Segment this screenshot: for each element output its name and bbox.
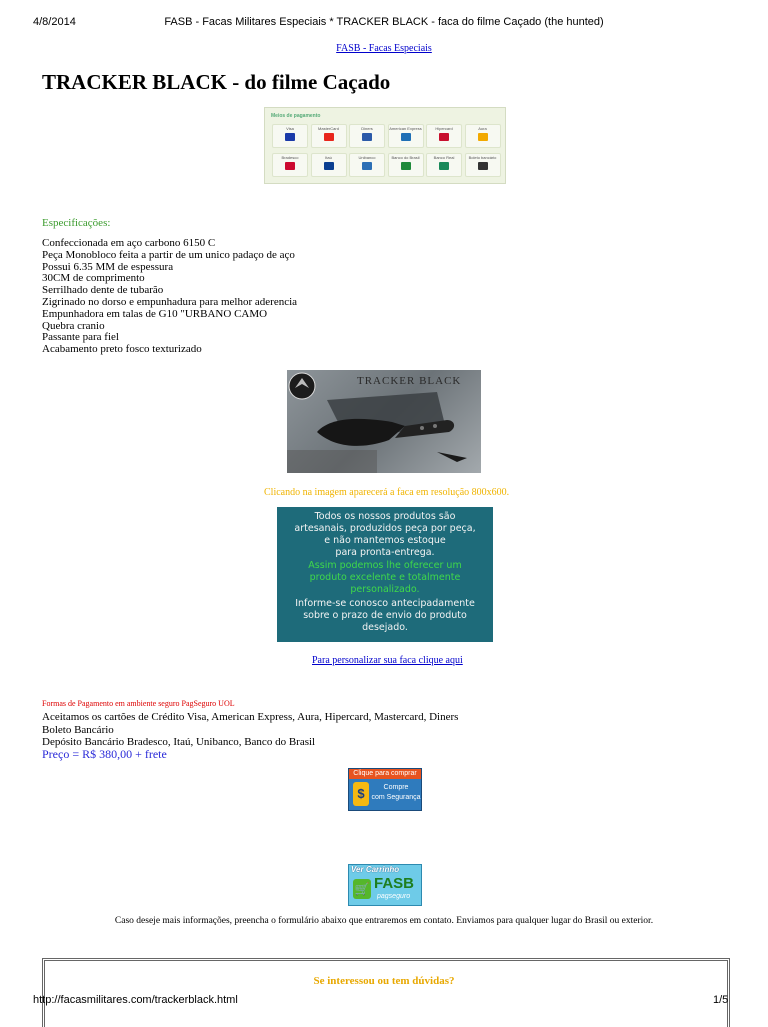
aura-icon — [478, 133, 488, 141]
payment-method-label: Boleto bancário — [468, 155, 497, 160]
print-page-number: 1/5 — [713, 994, 729, 1006]
notice-line: para pronta-entrega. — [335, 547, 435, 558]
image-resolution-note: Clicando na imagem aparecerá a faca em resolução 800x600. — [264, 487, 510, 498]
buy-line-2: com Segurança — [371, 794, 421, 801]
notice-line: Todos os nossos produtos são — [314, 511, 456, 522]
spec-line: Peça Monobloco feita a partir de um unico padaço de aço — [42, 248, 295, 261]
boleto-icon — [478, 162, 488, 170]
price: Preço = R$ 380,00 + frete — [42, 747, 167, 761]
contact-form-frame — [42, 958, 730, 1027]
amex-icon — [401, 133, 411, 141]
payment-method-bradesco — [272, 153, 308, 177]
payment-method-label: Itaú — [325, 155, 332, 160]
notice-line: desejado. — [362, 622, 408, 633]
real-icon — [439, 162, 449, 170]
payment-method-hipercard — [426, 124, 462, 148]
notice-line: Assim podemos lhe oferecer um — [308, 560, 462, 571]
buy-button-top: Clique para comprar — [349, 769, 421, 779]
payment-method-label: Unibanco — [358, 155, 376, 160]
payment-method-aura — [465, 124, 501, 148]
specs-list — [42, 238, 297, 356]
spec-line: Serrilhado dente de tubarão — [42, 284, 164, 297]
payment-method-label: Hipercard — [435, 126, 453, 131]
contact-text: Caso deseje mais informações, preencha o formulário abaixo que entraremos em contato. Enviamos para qualquer lugar do Brasil ou exterior. — [114, 916, 654, 926]
visa-icon — [285, 133, 295, 141]
spec-line: Empunhadora em talas de G10 "URBANO CAMO — [42, 307, 268, 320]
buy-button[interactable] — [348, 768, 422, 811]
buy-button-label — [371, 783, 421, 803]
payment-line: Depósito Bancário Bradesco, Itaú, Unibanco, Banco do Brasil — [42, 736, 316, 748]
payment-method-label: American Express — [389, 126, 422, 131]
notice-line: produto excelente e totalmente — [309, 572, 461, 583]
payment-method-label: Banco Real — [433, 155, 455, 160]
payment-method-label: Diners — [361, 126, 373, 131]
payment-method-mastercard — [311, 124, 347, 148]
hipercard-icon — [439, 133, 449, 141]
payment-method-amex — [388, 124, 424, 148]
spec-line: 30CM de comprimento — [42, 272, 145, 285]
payment-method-label: Banco do Brasil — [391, 155, 420, 160]
mastercard-icon — [324, 133, 334, 141]
knife-illustration — [287, 370, 481, 473]
unibanco-icon — [362, 162, 372, 170]
notice-line: Informe-se conosco antecipadamente — [295, 598, 475, 609]
payment-method-visa — [272, 124, 308, 148]
payment-method-boleto — [465, 153, 501, 177]
payment-method-label: Visa — [286, 126, 294, 131]
spec-line: Confeccionada em aço carbono 6150 C — [42, 237, 216, 249]
payment-method-bb — [388, 153, 424, 177]
spec-line: Quebra cranio — [42, 319, 105, 332]
payment-method-label: MasterCard — [318, 126, 339, 131]
form-heading: Se interessou ou tem dúvidas? — [313, 975, 455, 987]
buy-line-1: Compre — [383, 784, 409, 791]
cart-brand: FASB — [374, 875, 415, 892]
knife-watermark: TRACKER BLACK — [357, 375, 462, 387]
payment-methods-heading: Meios de pagamento — [271, 113, 321, 119]
payment-method-label: Bradesco — [281, 155, 299, 160]
bradesco-icon — [285, 162, 295, 170]
handmade-notice-banner — [277, 507, 493, 642]
pagseguro-label: pagseguro — [377, 893, 411, 900]
payment-method-real — [426, 153, 462, 177]
notice-line: sobre o prazo de envio do produto — [303, 610, 467, 621]
padlock-icon: $ — [353, 782, 369, 806]
itau-icon — [324, 162, 334, 170]
payment-method-label: Aura — [478, 126, 487, 131]
page-title: TRACKER BLACK - do filme Caçado — [42, 70, 391, 94]
payment-heading: Formas de Pagamento em ambiente seguro PagSeguro UOL — [42, 699, 235, 708]
cart-button-top: Ver Carrinho — [351, 865, 400, 874]
notice-line: e não mantemos estoque — [324, 535, 446, 546]
print-title: FASB - Facas Militares Especiais * TRACKER BLACK - faca do filme Caçado (the hunted) — [164, 16, 604, 28]
specs-heading: Especificações: — [42, 217, 111, 229]
spec-line: Acabamento preto fosco texturizado — [42, 343, 202, 356]
payment-lines — [42, 711, 458, 749]
payment-line: Aceitamos os cartões de Crédito Visa, American Express, Aura, Hipercard, Mastercard, Diners — [42, 711, 459, 723]
shopping-cart-icon: 🛒 — [353, 879, 371, 899]
diners-icon — [362, 133, 372, 141]
payment-line: Boleto Bancário — [42, 723, 114, 736]
personalize-link[interactable]: Para personalizar sua faca clique aqui — [312, 655, 463, 666]
payment-method-diners — [349, 124, 385, 148]
print-date: 4/8/2014 — [33, 16, 76, 28]
bb-icon — [401, 162, 411, 170]
spec-line: Passante para fiel — [42, 331, 119, 344]
spec-line: Zigrinado no dorso e empunhadura para melhor aderencia — [42, 295, 298, 308]
spec-line: Possui 6.35 MM de espessura — [42, 260, 174, 273]
notice-line: artesanais, produzidos peça por peça, — [294, 523, 476, 534]
payment-methods-image — [264, 107, 506, 184]
notice-line: personalizado. — [350, 584, 420, 595]
view-cart-button[interactable] — [348, 864, 422, 906]
knife-product-image[interactable] — [287, 370, 481, 473]
print-url: http://facasmilitares.com/trackerblack.html — [33, 994, 238, 1006]
payment-method-itau — [311, 153, 347, 177]
payment-method-unibanco — [349, 153, 385, 177]
home-link[interactable]: FASB - Facas Especiais — [336, 43, 432, 54]
